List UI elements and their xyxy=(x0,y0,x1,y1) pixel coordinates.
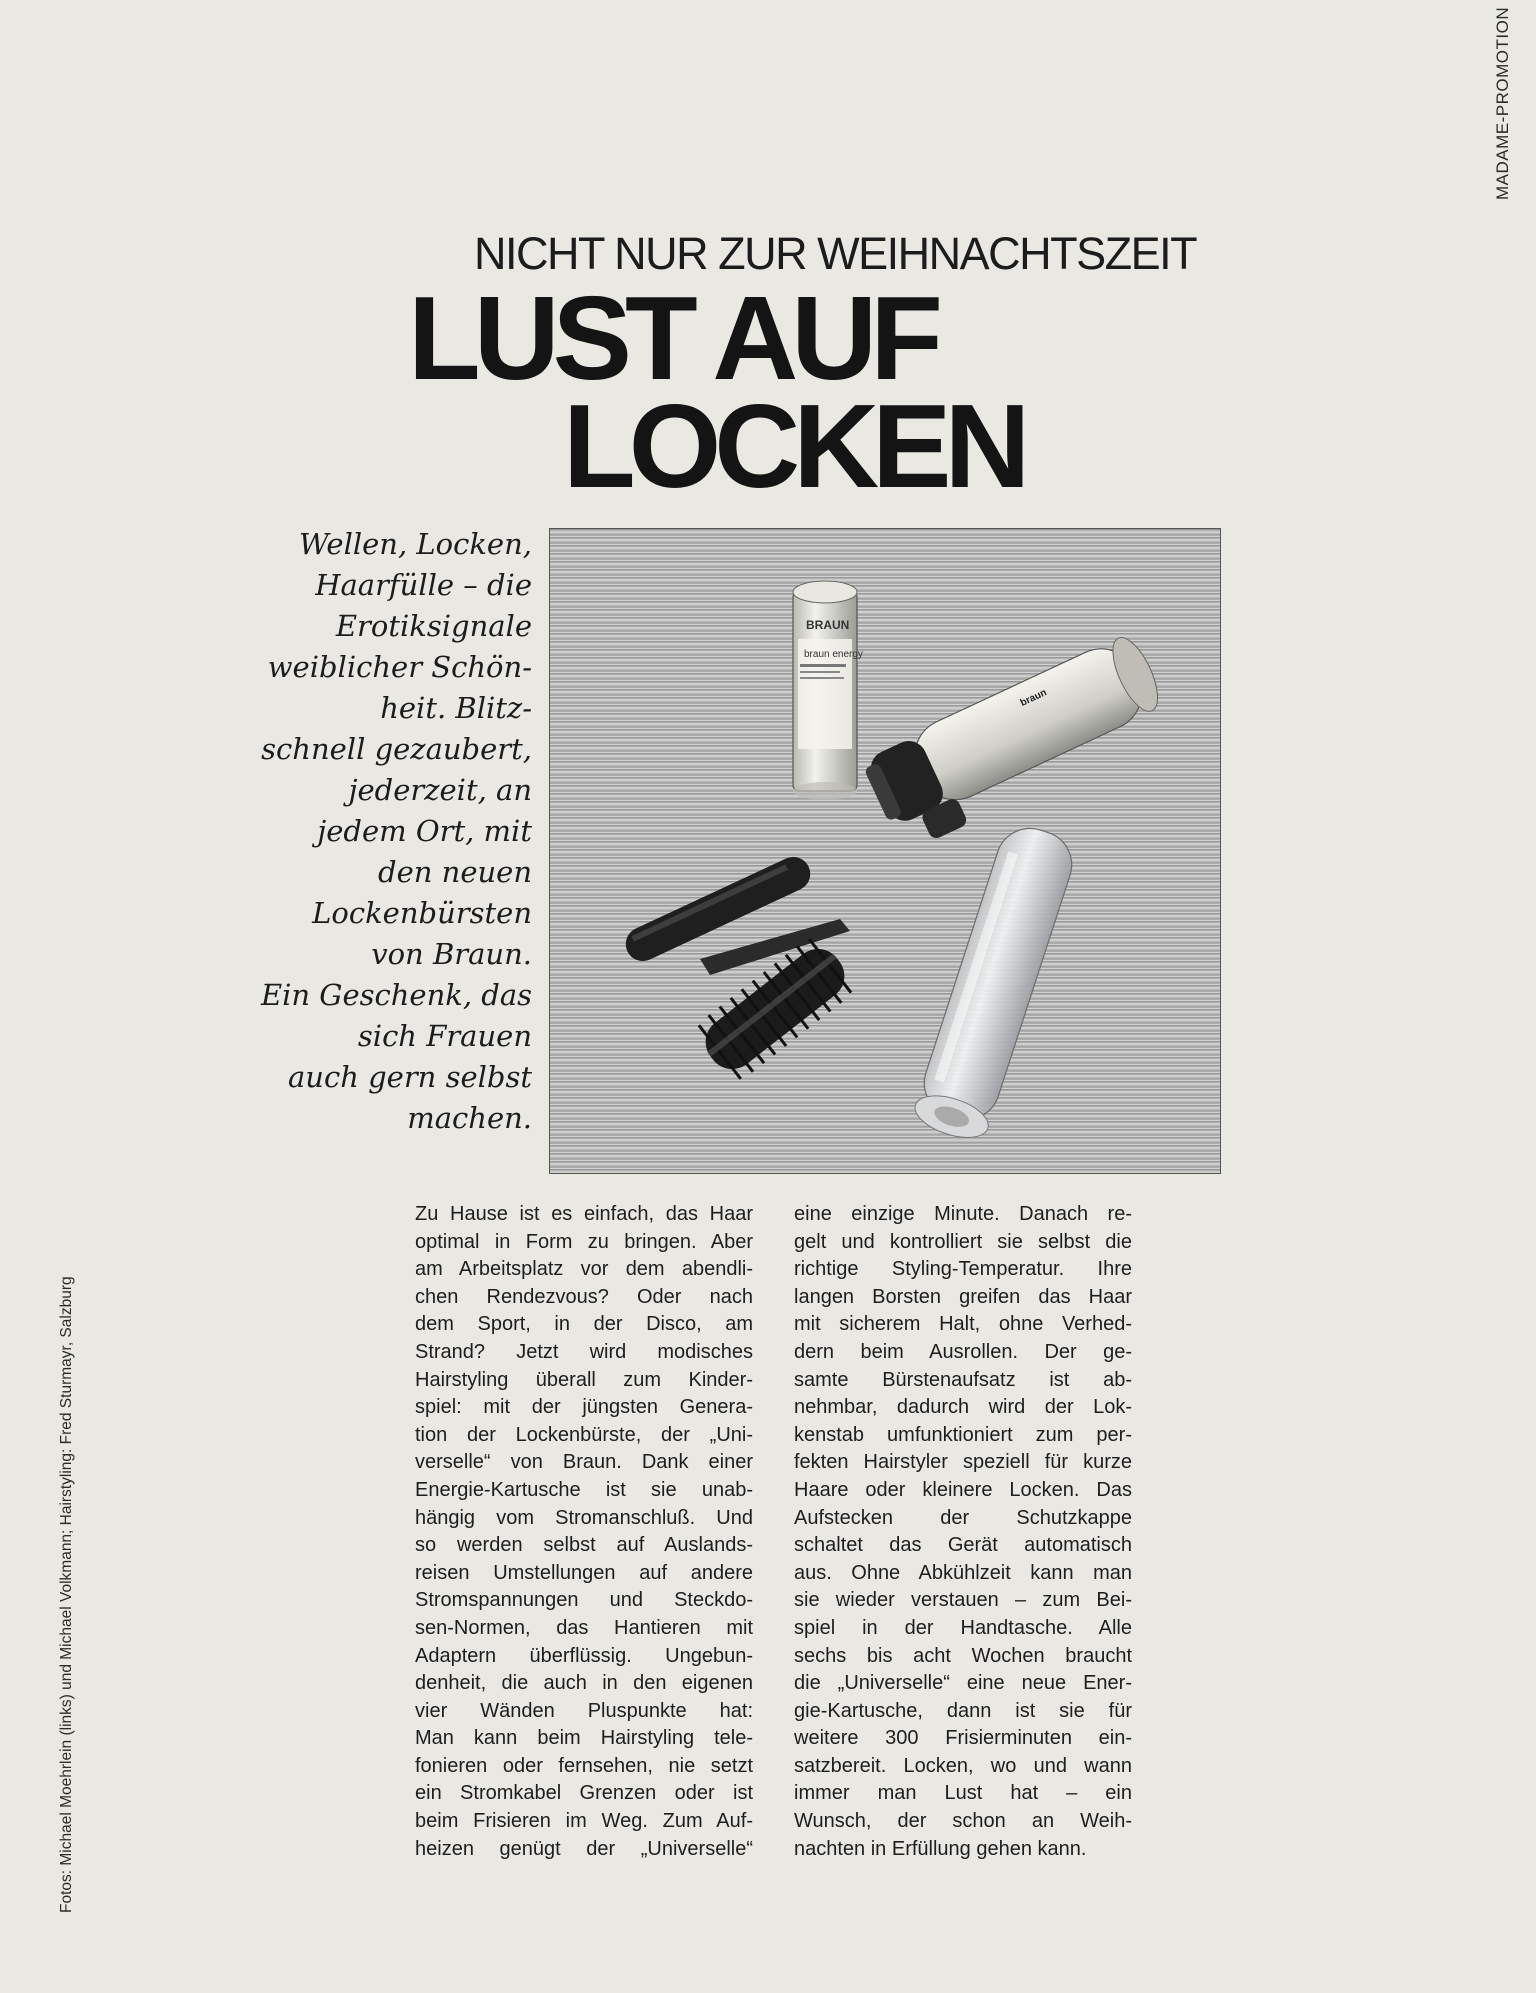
body-line: Stromspannungen und Steckdo- xyxy=(415,1589,753,1612)
body-line: fonieren oder fernsehen, nie setzt xyxy=(415,1754,753,1777)
body-line: verselle“ von Braun. Dank einer xyxy=(415,1451,753,1474)
headline xyxy=(408,272,1108,513)
intro-text xyxy=(230,524,532,1139)
intro-line: Lockenbürsten xyxy=(312,896,532,930)
intro-line: Ein Geschenk, das xyxy=(260,978,532,1012)
body-line: sie wieder verstauen – zum Bei- xyxy=(794,1589,1132,1612)
body-line: aus. Ohne Abkühlzeit kann man xyxy=(794,1561,1132,1584)
body-line: reisen Umstellungen auf andere xyxy=(415,1561,753,1584)
body-line: satzbereit. Locken, wo und wann xyxy=(794,1754,1132,1777)
body-line: Zu Hause ist es einfach, das Haar xyxy=(415,1203,753,1225)
body-line: tion der Lockenbürste, der „Uni- xyxy=(415,1423,753,1446)
body-line: spiel in der Handtasche. Alle xyxy=(794,1616,1132,1639)
intro-line: den neuen xyxy=(378,855,532,889)
styler-brand: braun xyxy=(1018,687,1049,709)
body-line: chen Rendezvous? Oder nach xyxy=(415,1285,753,1308)
body-line: langen Borsten greifen das Haar xyxy=(794,1285,1132,1308)
body-line: am Arbeitsplatz vor dem abendli- xyxy=(415,1258,753,1281)
section-label: MADAME-PROMOTION xyxy=(1493,6,1512,200)
product-photo xyxy=(549,528,1221,1174)
body-line: Strand? Jetzt wird modisches xyxy=(415,1340,753,1363)
can-brand: BRAUN xyxy=(806,618,850,632)
body-line: schaltet das Gerät automatisch xyxy=(794,1534,1132,1557)
product-illustration xyxy=(550,529,1220,1173)
body-line: gelt und kontrolliert sie selbst die xyxy=(794,1230,1132,1253)
photo-credit: Fotos: Michael Moehrlein (links) und Michael Volkmann; Hairstyling: Fred Sturmayr, Salzburg xyxy=(58,1276,75,1913)
body-line: ein Stromkabel Grenzen oder ist xyxy=(415,1782,753,1805)
body-line: Hairstyling überall zum Kinder- xyxy=(415,1368,753,1391)
body-line: fekten Hairstyler speziell für kurze xyxy=(794,1451,1132,1474)
body-column-2 xyxy=(794,1201,1132,1863)
protective-cap xyxy=(910,820,1081,1146)
kicker: NICHT NUR ZUR WEIHNACHTSZEIT xyxy=(474,228,1197,279)
intro-line: Erotiksignale xyxy=(335,609,532,643)
energy-cartridge xyxy=(793,581,863,800)
can-label: braun energy xyxy=(804,649,863,660)
intro-line: Wellen, Locken, xyxy=(298,527,532,561)
intro-line: jedem Ort, mit xyxy=(317,814,532,848)
body-line: dem Sport, in der Disco, am xyxy=(415,1313,753,1336)
body-line: denheit, die auch in den eigenen xyxy=(415,1672,753,1695)
body-line: kenstab umfunktioniert zum per- xyxy=(794,1423,1132,1446)
body-column-1 xyxy=(415,1201,753,1863)
body-line: sen-Normen, das Hantieren mit xyxy=(415,1616,753,1639)
curling-styler xyxy=(620,630,1177,975)
body-line: hängig vom Stromanschluß. Und xyxy=(415,1506,753,1529)
body-line: Haare oder kleinere Locken. Das xyxy=(794,1478,1132,1501)
body-line: spiel: mit der jüngsten Genera- xyxy=(415,1396,753,1419)
headline-line-2: LOCKEN xyxy=(563,380,1024,513)
body-line: samte Bürstenaufsatz ist ab- xyxy=(794,1368,1132,1391)
body-line: die „Universelle“ eine neue Ener- xyxy=(794,1672,1132,1695)
intro-line: sich Frauen xyxy=(357,1019,532,1053)
body-line: Aufstecken der Schutzkappe xyxy=(794,1506,1132,1529)
body-line: sechs bis acht Wochen braucht xyxy=(794,1644,1132,1667)
body-line: immer man Lust hat – ein xyxy=(794,1782,1132,1805)
body-line: mit sicherem Halt, ohne Verhed- xyxy=(794,1313,1132,1336)
body-line: Man kann beim Hairstyling tele- xyxy=(415,1727,753,1750)
intro-line: Haarfülle – die xyxy=(315,568,532,602)
body-line: eine einzige Minute. Danach re- xyxy=(794,1203,1132,1225)
headline-line-1: LUST AUF xyxy=(408,272,936,405)
intro-line: machen. xyxy=(407,1101,532,1135)
body-line: heizen genügt der „Universelle“ xyxy=(415,1837,753,1860)
intro-line: weiblicher Schön- xyxy=(267,650,532,684)
intro-line: schnell gezaubert, xyxy=(261,732,532,766)
body-line: so werden selbst auf Auslands- xyxy=(415,1534,753,1557)
body-line: nehmbar, dadurch wird der Lok- xyxy=(794,1396,1132,1419)
body-line: Adaptern überflüssig. Ungebun- xyxy=(415,1644,753,1667)
intro-line: heit. Blitz- xyxy=(380,691,532,725)
body-line: nachten in Erfüllung gehen kann. xyxy=(794,1837,1087,1860)
body-line: beim Frisieren im Weg. Zum Auf- xyxy=(415,1810,753,1833)
intro-line: jederzeit, an xyxy=(348,773,532,807)
body-line: Wunsch, der schon an Weih- xyxy=(794,1810,1132,1833)
body-line: vier Wänden Pluspunkte hat: xyxy=(415,1699,753,1722)
body-line: dern beim Ausrollen. Der ge- xyxy=(794,1340,1132,1363)
intro-line: auch gern selbst xyxy=(287,1060,532,1094)
body-line: richtige Styling-Temperatur. Ihre xyxy=(794,1258,1132,1281)
body-line: Energie-Kartusche ist sie unab- xyxy=(415,1478,753,1501)
body-line: weitere 300 Frisierminuten ein- xyxy=(794,1727,1132,1750)
intro-line: von Braun. xyxy=(371,937,532,971)
body-line: optimal in Form zu bringen. Aber xyxy=(415,1230,753,1253)
body-line: gie-Kartusche, dann ist sie für xyxy=(794,1699,1132,1722)
